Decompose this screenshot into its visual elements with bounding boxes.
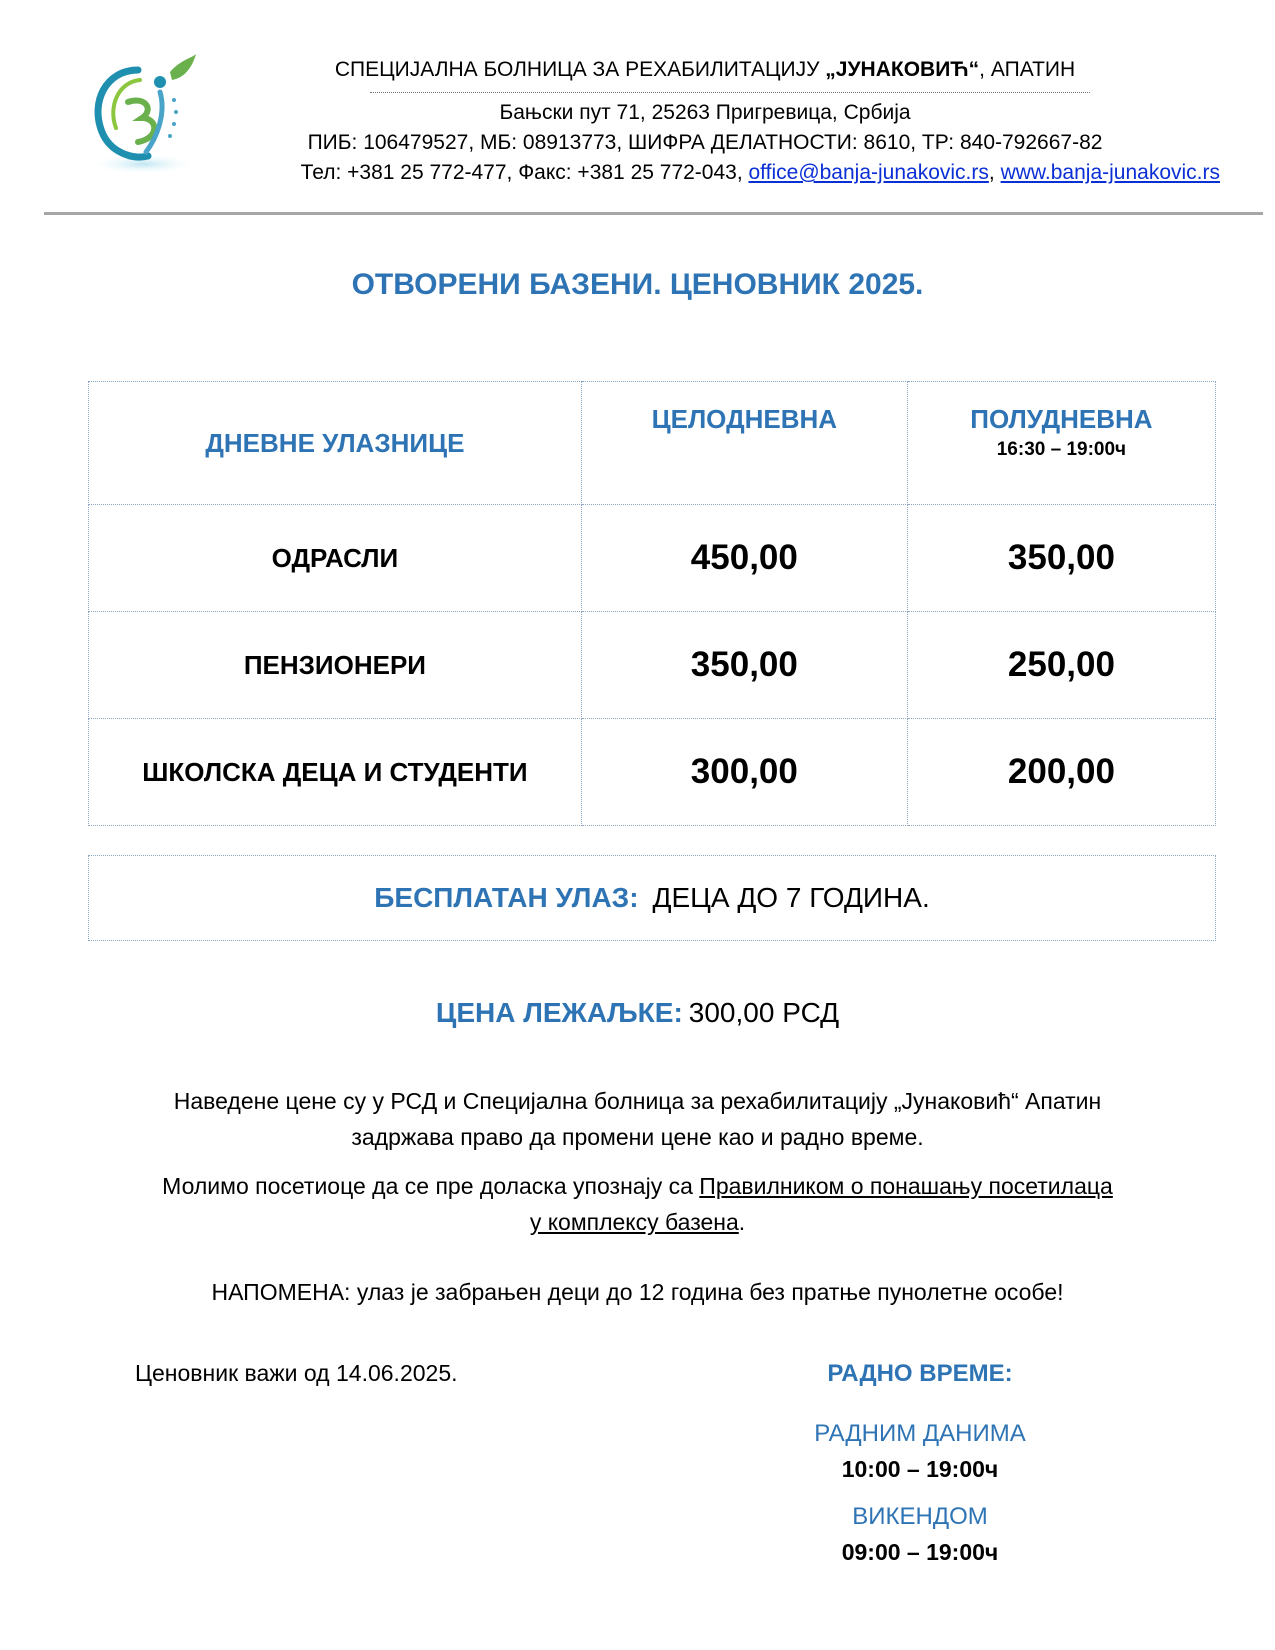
full-day-price: 350,00: [581, 612, 907, 719]
hospital-name-prefix: СПЕЦИЈАЛНА БОЛНИЦА ЗА РЕХАБИЛИТАЦИЈУ: [334, 58, 826, 81]
category-cell: ШКОЛСКА ДЕЦА И СТУДЕНТИ: [89, 719, 582, 826]
page-title: ОТВОРЕНИ БАЗЕНИ. ЦЕНОВНИК 2025.: [351, 268, 924, 301]
table-row: [89, 505, 1216, 612]
hospital-name-suffix: , АПАТИН: [979, 58, 1076, 81]
hospital-contact: [200, 161, 1230, 185]
free-entry-label: БЕСПЛАТАН УЛАЗ:: [374, 882, 639, 913]
full-day-price: 300,00: [581, 719, 907, 826]
weekdays-hours: 10:00 – 19:00ч: [841, 1456, 999, 1482]
col2-header: ЦЕЛОДНЕВНА: [651, 404, 838, 434]
table-row: [89, 719, 1216, 826]
phone-fax: Тел: +381 25 772-477, Факс: +381 25 772-043,: [300, 161, 749, 184]
price-note-line2: задржава право да промени цене као и радно време.: [351, 1124, 924, 1150]
header-cell-tickets: [89, 382, 582, 505]
hospital-name: [300, 58, 1110, 82]
contact-separator: ,: [988, 161, 1001, 184]
hospital-registration-ids: ПИБ: 106479527, МБ: 08913773, ШИФРА ДЕЛАТНОСТИ: 8610, ТР: 840-792667-82: [307, 131, 1103, 154]
free-entry-value: ДЕЦА ДО 7 ГОДИНА.: [652, 882, 930, 913]
website-link[interactable]: www.banja-junakovic.rs: [1000, 161, 1220, 184]
full-day-price: 450,00: [581, 505, 907, 612]
email-link[interactable]: office@banja-junakovic.rs: [748, 161, 989, 184]
half-day-price: 200,00: [907, 719, 1215, 826]
rules-note: [90, 1168, 1185, 1240]
hospital-name-bold: „ЈУНАКОВИЋ“: [825, 58, 980, 81]
lounger-value: 300,00 РСД: [688, 997, 840, 1028]
col3-header: ПОЛУДНЕВНА: [970, 404, 1153, 434]
rules-note-suffix: .: [738, 1209, 746, 1235]
header-cell-half-day: [907, 382, 1215, 505]
weekdays-label: РАДНИМ ДАНИМА: [814, 1420, 1026, 1447]
header-cell-full-day: [581, 382, 907, 505]
lounger-price: [0, 997, 1275, 1029]
col1-header: ДНЕВНЕ УЛАЗНИЦЕ: [205, 427, 465, 458]
rules-note-prefix: Молимо посетиоце да се пре доласка упознају са: [162, 1173, 700, 1199]
half-day-price: 350,00: [907, 505, 1215, 612]
price-note: [90, 1083, 1185, 1155]
weekend-hours: 09:00 – 19:00ч: [841, 1539, 999, 1565]
category-cell: ПЕНЗИОНЕРИ: [89, 612, 582, 719]
children-warning: НАПОМЕНА: улаз је забрањен деци до 12 година без пратње пунолетне особе!: [211, 1279, 1064, 1305]
working-hours-title: РАДНО ВРЕМЕ:: [827, 1360, 1013, 1387]
lounger-label: ЦЕНА ЛЕЖАЉКЕ:: [435, 997, 683, 1028]
hospital-address: Бањски пут 71, 25263 Пригревица, Србија: [499, 101, 911, 124]
half-day-price: 250,00: [907, 612, 1215, 719]
rules-link-part2[interactable]: у комплексу базена: [529, 1209, 739, 1235]
rules-link-part1[interactable]: Правилником о понашању посетилаца: [699, 1173, 1113, 1199]
category-cell: ОДРАСЛИ: [89, 505, 582, 612]
weekend-label: ВИКЕНДОМ: [852, 1503, 988, 1530]
hospital-logo: [88, 52, 198, 180]
valid-from: Ценовник важи од 14.06.2025.: [135, 1360, 458, 1386]
table-header-row: [89, 382, 1216, 505]
price-table: [88, 381, 1216, 826]
header-dotted-rule: [370, 92, 1090, 93]
free-entry-box: [88, 855, 1216, 941]
table-row: [89, 612, 1216, 719]
price-note-line1: Наведене цене су у РСД и Специјална болница за рехабилитацију „Јунаковић“ Апатин: [173, 1088, 1102, 1114]
header-divider: [44, 212, 1263, 215]
col3-subheader: 16:30 – 19:00ч: [996, 439, 1127, 460]
